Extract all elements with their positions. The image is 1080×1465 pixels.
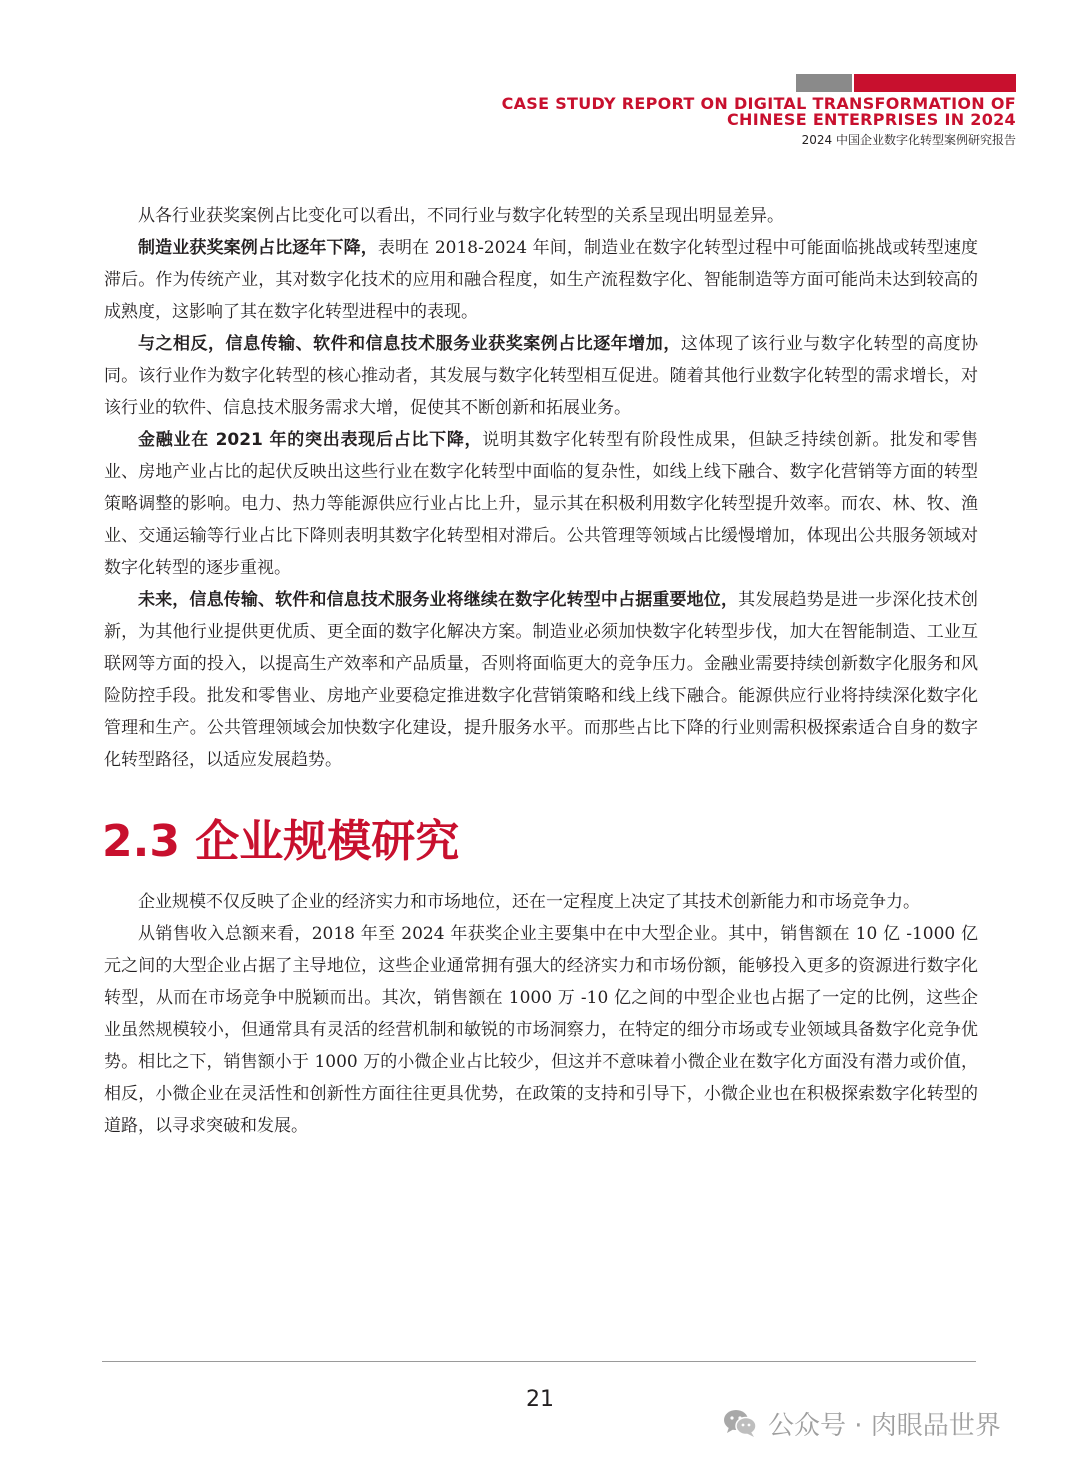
wechat-icon: [722, 1408, 758, 1438]
page-number: 21: [526, 1387, 554, 1412]
watermark-text: 公众号 · 肉眼品世界: [768, 1410, 1001, 1441]
header-red-bar: [854, 74, 1016, 92]
paragraph-text: 表明在 2018-2024 年间，制造业在数字化转型过程中可能面临挑战或转型速度滞后。作为传统产业，其对数字化技术的应用和融合程度，如生产流程数字化、智能制造等方面可能尚未达到较高的成熟度，这影响了其在数字化转型进程中的表现。: [104, 238, 979, 322]
paragraph-lead: 金融业在 2021 年的突出表现后占比下降，: [138, 430, 483, 450]
body-text-block-1: [104, 200, 978, 776]
paragraph-lead: 制造业获奖案例占比逐年下降，: [138, 238, 378, 258]
header-gray-bar: [796, 74, 852, 92]
header-color-bars: [796, 74, 1016, 92]
body-text-block-2: [104, 886, 978, 1142]
paragraph: [104, 200, 978, 232]
report-title-en: [416, 96, 1016, 128]
section-heading: 2.3 企业规模研究: [102, 816, 460, 867]
paragraph: [104, 232, 978, 328]
footer-divider: [102, 1361, 976, 1362]
watermark: [722, 1403, 1001, 1443]
paragraph-text: 从各行业获奖案例占比变化可以看出，不同行业与数字化转型的关系呈现出明显差异。: [138, 206, 784, 226]
paragraph: [104, 886, 978, 918]
report-title-line-2: CHINESE ENTERPRISES IN 2024: [726, 110, 1016, 129]
paragraph: [104, 584, 978, 776]
report-title-cn: 2024 中国企业数字化转型案例研究报告: [801, 133, 1016, 147]
paragraph-text: 企业规模不仅反映了企业的经济实力和市场地位，还在一定程度上决定了其技术创新能力和市场竞争力。: [138, 892, 920, 912]
paragraph-text: 其发展趋势是进一步深化技术创新，为其他行业提供更优质、更全面的数字化解决方案。制造业必须加快数字化转型步伐，加大在智能制造、工业互联网等方面的投入，以提高生产效率和产品质量，否则将面临更大的竞争压力。金融业需要持续创新数字化服务和风险防控手段。批发和零售业、房地产业要稳定推进数字化营销策略和线上线下融合。能源供应行业将持续深化数字化管理和生产。公共管理领域会加快数字化建设，提升服务水平。而那些占比下降的行业则需积极探索适合自身的数字化转型路径，以适应发展趋势。: [104, 590, 979, 770]
paragraph-lead: 未来，信息传输、软件和信息技术服务业将继续在数字化转型中占据重要地位，: [138, 590, 739, 610]
paragraph-text: 从销售收入总额来看，2018 年至 2024 年获奖企业主要集中在中大型企业。其中，销售额在 10 亿 -1000 亿元之间的大型企业占据了主导地位，这些企业通常拥有强大的经济实力和市场份额，能够投入更多的资源进行数字化转型，从而在市场竞争中脱颖而出。其次，销售额在 1000 万 -10 亿之间的中型企业也占据了一定的比例，这些企业虽然规模较小，但通常具有灵活的经营机制和敏锐的市场洞察力，在特定的细分市场或专业领域具备数字化竞争优势。相比之下，销售额小于 1000 万的小微企业占比较少，但这并不意味着小微企业在数字化方面没有潜力或价值，相反，小微企业在灵活性和创新性方面往往更具优势，在政策的支持和引导下，小微企业也在积极探索数字化转型的道路，以寻求突破和发展。: [104, 924, 978, 1136]
paragraph: [104, 918, 978, 1142]
paragraph: [104, 328, 978, 424]
paragraph-lead: 与之相反，信息传输、软件和信息技术服务业获奖案例占比逐年增加，: [138, 334, 681, 354]
paragraph-text: 说明其数字化转型有阶段性成果，但缺乏持续创新。批发和零售业、房地产业占比的起伏反映出这些行业在数字化转型中面临的复杂性，如线上线下融合、数字化营销等方面的转型策略调整的影响。电力、热力等能源供应行业占比上升，显示其在积极利用数字化转型提升效率。而农、林、牧、渔业、交通运输等行业占比下降则表明其数字化转型相对滞后。公共管理等领域占比缓慢增加，体现出公共服务领域对数字化转型的逐步重视。: [104, 430, 979, 578]
report-title-line-1: CASE STUDY REPORT ON DIGITAL TRANSFORMATION OF: [501, 94, 1016, 113]
paragraph: [104, 424, 978, 584]
paragraph-text: 这体现了该行业与数字化转型的高度协同。该行业作为数字化转型的核心推动者，其发展与数字化转型相互促进。随着其他行业数字化转型的需求增长，对该行业的软件、信息技术服务需求大增，促使其不断创新和拓展业务。: [104, 334, 979, 418]
